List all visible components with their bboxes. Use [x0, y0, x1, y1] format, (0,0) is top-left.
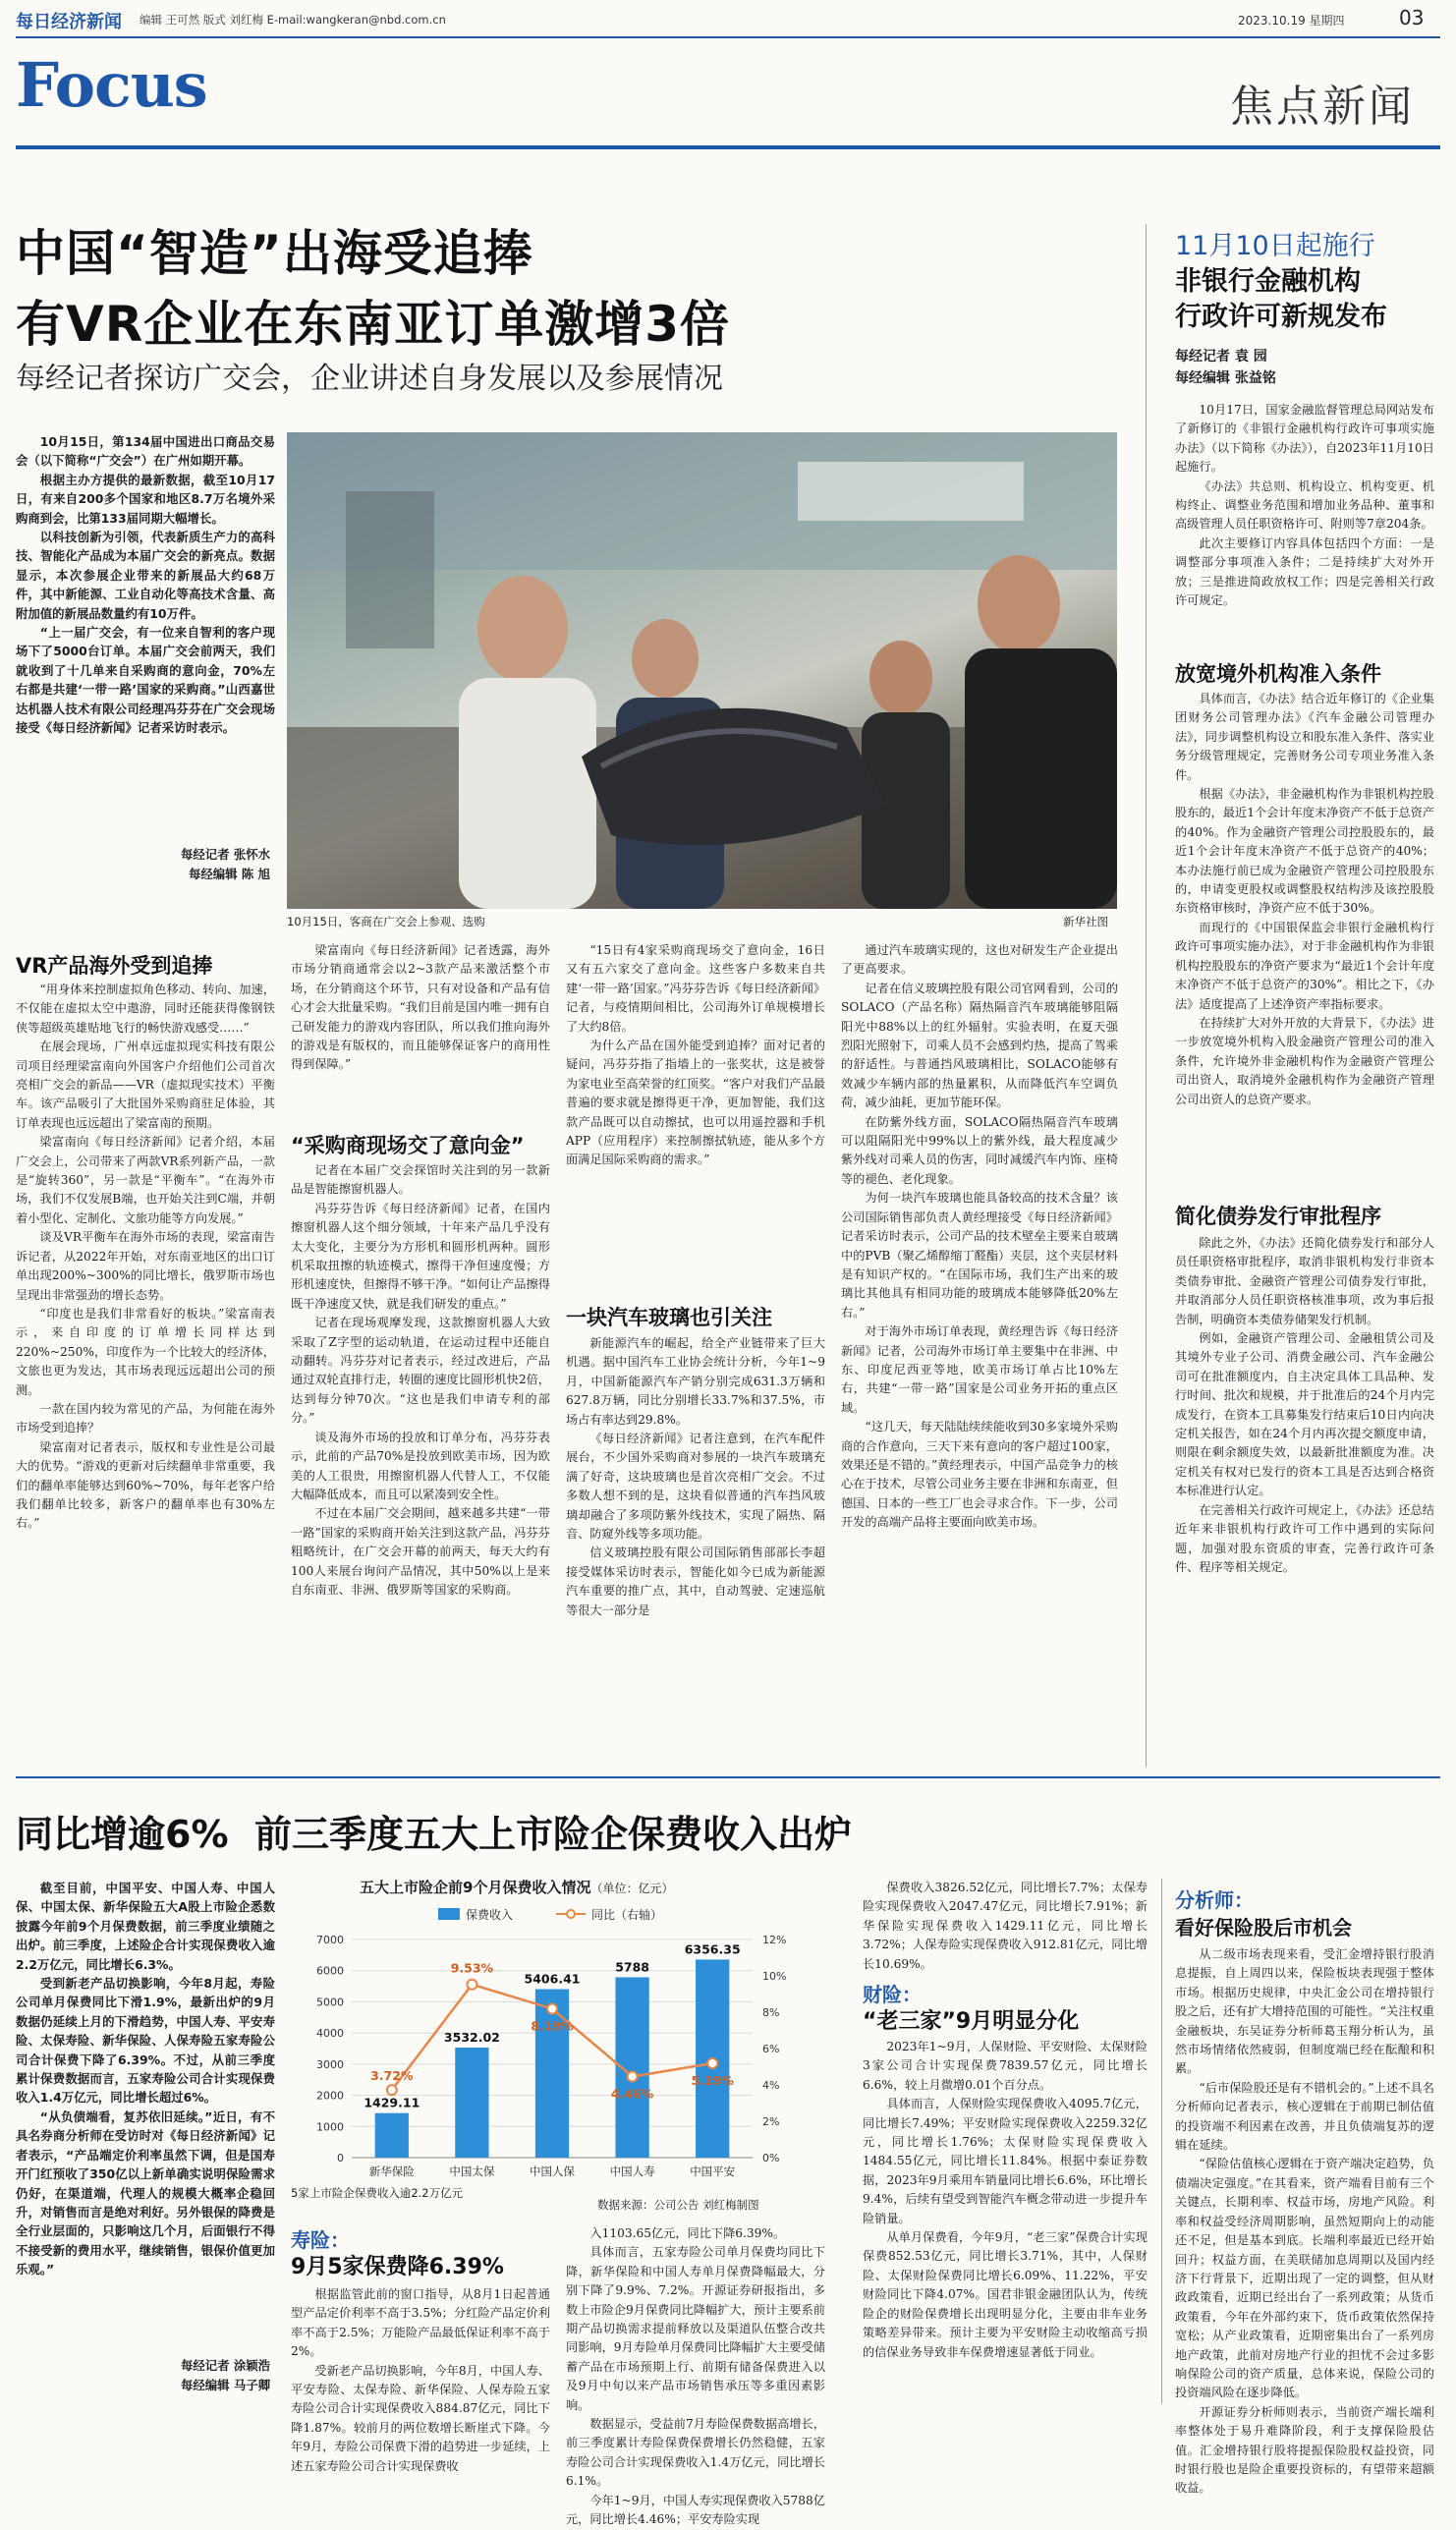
- paragraph: 不过在本届广交会期间，越来越多共建“一带一路”国家的采购商开始关注到这款产品，冯芬芬粗略统计，在广交会开幕的前两天，每天大约有100人来展台询问产品情况，其中50%以上是来自东南亚、非洲、俄罗斯等国家的采购商。: [291, 1506, 550, 1597]
- y-tick-label: 0: [337, 2152, 344, 2165]
- paragraph: 而现行的《中国银保监会非银行金融机构行政许可事项实施办法》，对于非金融机构作为非银机构控股股东的净资产要求为“最近1个会计年度末净资产不低于总资产的30%”。相比之下，《办法》适度提高了上述净资产率指标要求。: [1175, 920, 1434, 1011]
- headline-line-1: 中国“智造”出海受追捧: [16, 225, 533, 282]
- story2-byline: [118, 2356, 270, 2395]
- sidebar-col-3: [1175, 1234, 1434, 1763]
- sidebar-title-1: 11月10日起施行: [1175, 231, 1375, 261]
- story2-col-3b: [863, 2038, 1148, 2403]
- subheading-deposit: “采购商现场交了意向金”: [291, 1134, 525, 1157]
- x-tick-label: 新华保险: [368, 2165, 415, 2178]
- chart-unit: （单位：亿元）: [590, 1882, 674, 1895]
- story2-col-1: [291, 2285, 550, 2473]
- photo-illustration: [287, 432, 1117, 909]
- y-tick-label: 1000: [316, 2120, 344, 2134]
- sidebar-col-1: [1175, 401, 1434, 652]
- x-tick-label: 中国人寿: [609, 2165, 655, 2178]
- growth-point: [547, 2003, 557, 2013]
- paragraph: 根据《办法》，非金融机构作为非银机构控股股东的，最近1个会计年度末净资产不低于总资产的40%。作为金融资产管理公司控股股东的，最近1个会计年度末净资产不低于总资产的40%；本办法施行前已成为金融资产管理公司控股股东的，申请变更股权或调整股权结构涉及该控股股东资格审核时，净资产应不低于30%。: [1175, 787, 1434, 916]
- y2-tick-label: 8%: [762, 2006, 780, 2019]
- sidebar-divider: [1146, 224, 1147, 1767]
- chart-note: 5家上市险企保费收入逾2.2万亿元: [291, 2186, 464, 2200]
- y2-tick-label: 12%: [762, 1934, 787, 1946]
- story1-lead: [16, 432, 275, 835]
- paragraph: 根据监管此前的窗口指导，从8月1日起普通型产品定价利率不高于3.5%；分红险产品定价利率不高于2.5%；万能险产品最低保证利率不高于2%。: [291, 2287, 550, 2359]
- premium-chart: [291, 1875, 841, 2212]
- y-tick-label: 4000: [316, 2027, 344, 2041]
- legend-bar-swatch: [438, 1908, 460, 1920]
- paragraph: “用身体来控制虚拟角色移动、转向、加速，不仅能在虚拟太空中遨游，同时还能获得像钢铁侠等超级英雄贴地飞行的畅快游戏感受……”: [16, 983, 275, 1035]
- analyst-col: [1175, 1945, 1434, 2496]
- y2-tick-label: 0%: [762, 2152, 780, 2165]
- paragraph: 《每日经济新闻》记者注意到，在汽车配件展台，不少国外采购商对参展的一块汽车玻璃充满了好奇，这块玻璃也是首次亮相广交会。不过多数人想不到的是，这块看似普通的汽车挡风玻璃却融合了多项防紫外线技术，实现了隔热、隔音、防窥外线等多项功能。: [566, 1432, 825, 1542]
- paragraph: 受新老产品切换影响，今年8月，中国人寿、平安寿险、太保寿险、新华保险、人保寿险五家寿险公司合计实现保费收入884.87亿元，同比下降1.87%。较前月的两位数增长断崖式下降。今年9月，寿险公司保费下滑的趋势进一步延续，上述五家寿险公司合计实现保费收: [291, 2363, 550, 2473]
- paragraph: 为什么产品在国外能受到追捧？面对记者的疑问，冯芬芬指了指墙上的一张奖状，这是被誉为家电业至高荣誉的红顶奖。“客户对我们产品最普遍的要求就是擦得更干净，更加智能，我们这款产品既可以自动擦拭，也可以用遥控器和手机APP（应用程序）来控制擦拭轨迹，能从多个方面满足国际采购商的需求。”: [566, 1039, 825, 1167]
- sidebar-col-2: [1175, 690, 1434, 1181]
- story2-top-rule: [16, 1776, 1440, 1778]
- story1-col-3a: [566, 941, 825, 1285]
- growth-label: 3.72%: [370, 2068, 414, 2084]
- chart-title-text: 五大上市险企前9个月保费收入情况: [360, 1879, 591, 1896]
- paragraph: 记者在本届广交会探馆时关注到的另一款新品是智能擦窗机器人。: [291, 1163, 550, 1197]
- lead-paragraph: 以科技创新为引领，代表新质生产力的高科技、智能化产品成为本届广交会的新亮点。数据显示，本次参展企业带来的新展品大约68万件，其中新能源、工业自动化等高技术含量、高附加值的新展品数量约有10万件。: [16, 530, 275, 621]
- paragraph: 入1103.65亿元，同比下降6.39%。: [589, 2226, 786, 2240]
- story2-lead: [16, 1879, 275, 2344]
- paragraph: 记者在信义玻璃控股有限公司官网看到，公司的SOLACO（产品名称）隔热隔音汽车玻璃能够阻隔阳光中88%以上的红外辐射。实验表明，在夏天强烈阳光照射下，司乘人员不会感到灼热，提高了驾乘的舒适性。与普通挡风玻璃相比，SOLACO能够有效减少车辆内部的热量累积，从而降低汽车空调负荷，减少油耗，更加节能环保。: [841, 981, 1118, 1110]
- story1-col-3b: [566, 1334, 825, 1763]
- paragraph: 具体而言，五家寿险公司单月保费均同比下降，新华保险和中国人寿单月保费降幅最大，分别下降了9.9%、7.2%。开源证券研报指出，多数上市险企9月保费同比降幅扩大，预计主要系前期产品切换需求提前释放以及渠道队伍整合改共同影响，9月寿险单月保费同比降幅扩大主要受储蓄产品在市场预期上行、前期有储备保费进入以及9月中旬以来产品市场销售承压等多重因素影响。: [566, 2245, 825, 2412]
- paragraph: 记者在现场观摩发现，这款擦窗机器人大致采取了Z字型的运动轨道，在运动过程中还能自动翻转。冯芬芬对记者表示，经过改进后，产品通过双轮直排行走，转圈的速度比圆形机快2倍，达到每分钟70次。“这也是我们申请专利的部分。”: [291, 1316, 550, 1426]
- sidebar-byline: [1175, 346, 1276, 389]
- chart-source: 数据来源：公司公告 刘红梅制图: [597, 2198, 759, 2212]
- subheading-access: 放宽境外机构准入条件: [1175, 662, 1381, 686]
- sidebar-title-3: 行政许可新规发布: [1175, 302, 1387, 332]
- bar-value-label: 5788: [615, 1959, 649, 1975]
- bar-value-label: 1429.11: [364, 2095, 420, 2110]
- story2-headline: 同比增逾6% 前三季度五大上市险企保费收入出炉: [16, 1813, 852, 1856]
- headline-line-2: 有VR企业在东南亚订单激增3倍: [16, 296, 730, 353]
- brand-logo: 每日经济新闻: [16, 12, 122, 32]
- story1-col-4: [841, 941, 1118, 1763]
- paragraph: 冯芬芬告诉《每日经济新闻》记者，在国内擦窗机器人这个细分领域，十年来产品几乎没有太大变化，主要分为方形机和圆形机两种。圆形机采取扭擦的轨迹模式，擦得干净但速度慢；方形机速度快，但擦得不够干净。“如何让产品擦得既干净速度又快，就是我们研发的重点。”: [291, 1201, 550, 1311]
- paragraph: 数据显示，受益前7月寿险保费数据高增长，前三季度累计寿险保费保费增长仍然稳健，五家寿险公司合计实现保费收入1.4万亿元，同比增长6.1%。: [566, 2417, 825, 2489]
- paragraph: 对于海外市场订单表现，黄经理告诉《每日经济新闻》记者，公司海外市场订单主要集中在非洲、中东、印度尼西亚等地，欧美市场订单占比10%左右，共建“一带一路”国家是公司业务开拓的重点区域。: [841, 1324, 1118, 1415]
- growth-label: 8.19%: [531, 2018, 574, 2034]
- subheading-vr: VR产品海外受到追捧: [16, 954, 213, 978]
- expo-photo: [287, 432, 1117, 909]
- growth-label: 9.53%: [450, 1960, 494, 1976]
- paragraph: 开源证券分析师则表示，当前资产端长端利率整体处于易升难降阶段，利于支撑保险股估值。汇金增持银行股将提振保险股权益投资，同时银行股也是险企重要投资标的，有望带来超额收益。: [1175, 2404, 1434, 2496]
- paragraph: 在展会现场，广州卓远虚拟现实科技有限公司项目经理梁富南向外国客户介绍他们公司首次亮相广交会的新品——VR（虚拟现实技术）平衡车。该产品吸引了大批国外采购商驻足体验，其订单表现也远远超出了梁富南的预期。: [16, 1040, 275, 1130]
- reporter-name: 每经记者 张怀水: [180, 847, 270, 862]
- chart-title: [360, 1877, 673, 1897]
- sidebar-title-2: 非银行金融机构: [1175, 266, 1361, 297]
- story1-col-2b: [291, 1161, 550, 1763]
- story1-byline: [118, 845, 270, 884]
- y-tick-label: 5000: [316, 1996, 344, 2009]
- analyst-tag: 分析师：: [1175, 1888, 1254, 1912]
- bar-value-label: 5406.41: [524, 1971, 581, 1987]
- paragraph: 具体而言，《办法》结合近年修订的《企业集团财务公司管理办法》《汽车金融公司管理办法》，同步调整机构设立和股东准入条件、落实业务分级管理规定，完善财务公司专项业务准入条件。: [1175, 692, 1434, 782]
- x-tick-label: 中国人保: [530, 2165, 575, 2178]
- analyst-divider: [1161, 1879, 1162, 2403]
- section-title-cn: 焦点新闻: [1230, 82, 1415, 132]
- paragraph: 除此之外，《办法》还简化债券发行和部分人员任职资格审批程序，取消非银机构发行非资本类债券审批、金融资产管理公司债券发行审批，并取消部分人员任职资格核准事项，改为事后报告制，明确资本类债券储架发行机制。: [1175, 1236, 1434, 1326]
- editor-name: 每经编辑 马子卿: [180, 2378, 270, 2392]
- paragraph: 梁富南向《每日经济新闻》记者透露，海外市场分销商通常会以2~3款产品来激活整个市场，在分销商这个环节，只有对设备和产品有信心才会大批量采购。“我们目前是国内唯一拥有自己研发能力的游戏内容团队，所以我们推向海外的游戏是有版权的，而且能够保证客户的商用性得到保障。”: [291, 943, 550, 1072]
- subheading-bond: 简化债券发行审批程序: [1175, 1205, 1381, 1228]
- story2-col-3a: [863, 1879, 1148, 1973]
- chart-svg: [291, 1900, 841, 2195]
- subheading-life: 9月5家保费降6.39%: [291, 2255, 504, 2279]
- y2-tick-label: 2%: [762, 2115, 780, 2128]
- section-title-en: Focus: [16, 49, 207, 121]
- lead-paragraph: 10月15日，第134届中国进出口商品交易会（以下简称“广交会”）在广州如期开幕。: [16, 434, 275, 469]
- paragraph: 具体而言，人保财险实现保费收入4095.7亿元，同比增长7.49%；平安财险实现保费收入2259.32亿元，同比增长1.76%；太保财险实现保费收入1484.55亿元，同比增长11.84%。根据中泰证券数据，2023年9月乘用车销量同比增长6.6%，环比增长9.4%，后续有望受到智能汽车概念带动进一步提升车险销量。: [863, 2097, 1148, 2225]
- story2-col-2: [566, 2224, 825, 2527]
- lead-paragraph: 根据主办方提供的最新数据，截至10月17日，有来自200多个国家和地区8.7万名境外采购商到会，比第133届同期大幅增长。: [16, 472, 275, 526]
- paragraph: 在防紫外线方面，SOLACO隔热隔音汽车玻璃可以阻隔阳光中99%以上的紫外线，最大程度减少紫外线对司乘人员的伤害，同时减缓汽车内饰、座椅等的褪色、老化现象。: [841, 1114, 1118, 1186]
- paragraph: 一款在国内较为常见的产品，为何能在海外市场受到追捧？: [16, 1401, 275, 1435]
- page-number: 03: [1399, 6, 1425, 29]
- bar: [455, 2048, 488, 2158]
- subheading-property: “老三家”9月明显分化: [863, 2009, 1080, 2034]
- paragraph: 今年1~9月，中国人寿实现保费收入5788亿元，同比增长4.46%；平安寿险实现: [566, 2493, 825, 2527]
- editor-name: 每经编辑 陈 旭: [189, 867, 270, 881]
- paragraph: 信义玻璃控股有限公司国际销售部部长李超接受媒体采访时表示，智能化如今已成为新能源汽车重要的推广点，其中，自动驾驶、定速巡航等很大一部分是: [566, 1546, 825, 1617]
- paragraph: 为何一块汽车玻璃也能具备较高的技术含量？该公司国际销售部负责人黄经理接受《每日经济新闻》记者采访时表示，公司产品的技术壁垒主要来自玻璃中的PVB（聚乙烯醇缩丁醛酯）夹层，这个夹层材料是有知识产权的。“在国际市场，我们生产出来的玻璃比其他具有相同功能的玻璃成本能够降低20%左右。”: [841, 1191, 1118, 1320]
- y2-tick-label: 10%: [762, 1970, 787, 1983]
- paragraph: 在持续扩大对外开放的大背景下，《办法》进一步放宽境外机构入股金融资产管理公司的准入条件，允许境外非金融机构作为金融资产管理公司出资人，取消境外金融机构作为金融资产管理公司出资人的总资产要求。: [1175, 1015, 1434, 1106]
- lead-paragraph: 受到新老产品切换影响，今年8月起，寿险公司单月保费同比下滑1.9%，最新出炉的9月数据仍延续上月的下滑趋势，中国人寿、平安寿险、太保寿险、新华保险、人保寿险五家寿险公司合计保费下降了6.39%。不过，从前三季度累计保费数据而言，五家寿险公司合计实现保费收入1.4万亿元，同比增长超过6%。: [16, 1976, 275, 2106]
- growth-point: [628, 2071, 638, 2081]
- paragraph: 梁富南向《每日经济新闻》记者介绍，本届广交会上，公司带来了两款VR系列新产品，一款是“旋转360”，另一款是“平衡车”。“在海外市场，我们不仅发展B端，也开始关注到C端，并朝着小型化、定制化、文旅功能等方向发展。”: [16, 1135, 275, 1225]
- paragraph: “后市保险股还是有不错机会的。”上述不具名分析师向记者表示，核心逻辑在于前期已制估值的投资端不利因素在改善，并且负债端复苏的逻辑在延续。: [1175, 2080, 1434, 2153]
- subheading-glass: 一块汽车玻璃也引关注: [566, 1306, 772, 1329]
- analyst-heading: 看好保险股后市机会: [1175, 1916, 1352, 1940]
- x-tick-label: 中国太保: [449, 2165, 495, 2178]
- lead-paragraph: “上一届广交会，有一位来自智利的客户现场下了5000台订单。本届广交会前两天，我们就收到了十几单来自采购商的意向金，70%左右都是共建‘一带一路’国家的采购商。”山西嘉世达机器人技术有限公司经理冯芬芬在广交会现场接受《每日经济新闻》记者采访时表示。: [16, 625, 275, 736]
- paragraph: 在完善相关行政许可规定上，《办法》还总结近年来非银机构行政许可工作中遇到的实际问题，加强对股东资质的审查，完善行政许可条件、程序等相关规定。: [1175, 1502, 1434, 1574]
- paragraph: 例如，金融资产管理公司、金融租赁公司及其境外专业子公司、消费金融公司、汽车金融公司可在批准额度内，自主决定具体工具品种、发行时间、批次和规模，并于批准后的24个月内完成发行，在资本工具募集发行结束后10日内向决定机关报告，如在24个月内再次提交额度申请，则限在剩余额度失效，以最新批准额度为准。决定机关有权对已发行的资本工具是否达到合格资本标准进行认定。: [1175, 1331, 1434, 1498]
- photo-caption: 10月15日，客商在广交会上参观、选购: [287, 915, 485, 928]
- paragraph: 从二级市场表现来看，受汇金增持银行股消息提振，自上周四以来，保险板块表现强于整体市场。根据历史规律，中央汇金公司在增持银行股之后，还有扩大增持范围的可能性。“关注权重金融板块，东吴证券分析师葛玉翔分析认为，虽然市场情绪依然疲弱，但制度端已经在酝酿和积累。: [1175, 1947, 1434, 2076]
- paragraph: 《办法》共总则、机构设立、机构变更、机构终止、调整业务范围和增加业务品种、董事和高级管理人员任职资格许可、附则等7章204条。: [1175, 478, 1434, 532]
- reporter-name: 每经记者 袁 园: [1175, 349, 1267, 365]
- paragraph: 通过汽车玻璃实现的，这也对研发生产企业提出了更高要求。: [841, 943, 1118, 977]
- growth-point: [387, 2085, 397, 2095]
- paragraph: 10月17日，国家金融监督管理总局网站发布了新修订的《非银行金融机构行政许可事项实施办法》（以下简称《办法》），自2023年11月10日起施行。: [1175, 403, 1434, 475]
- lead-paragraph: 截至目前，中国平安、中国人寿、中国人保、中国太保、新华保险五大A股上市险企悉数披露今年前9个月保费数据，前三季度业绩随之出炉。前三季度，上述险企合计实现保费收入逾2.2万亿元，同比增长6.3%。: [16, 1881, 275, 1972]
- y2-tick-label: 4%: [762, 2079, 780, 2092]
- growth-label: 4.46%: [610, 2086, 654, 2102]
- bar-value-label: 3532.02: [443, 2029, 500, 2045]
- story1-col-2a: [291, 941, 550, 1110]
- paragraph: 保费收入3826.52亿元，同比增长7.7%；太保寿险实现保费收入2047.47亿元，同比增长7.91%；新华保险实现保费收入1429.11亿元，同比增长3.72%；人保寿险实现保费收入912.81亿元，同比增长10.69%。: [863, 1881, 1148, 1971]
- section-rule: [16, 145, 1440, 149]
- paragraph: 从单月保费看，今年9月，“老三家”保费合计实现保费852.53亿元，同比增长3.71%，其中，人保财险、太保财险保费同比增长6.09%、11.22%，平安财险同比下降4.07%。国君非银金融团队认为，传统险企的财险保费增长出现明显分化，主要由非车业务策略差异带来。预计主要为平安财险主动收缩高亏损的信保业务导致非车保费增速显著低于同业。: [863, 2230, 1148, 2359]
- story1-col-1: [16, 981, 275, 1763]
- paragraph: 2023年1~9月，人保财险、平安财险、太保财险3家公司合计实现保费7839.57亿元，同比增长6.6%，较上月微增0.01个百分点。: [863, 2040, 1148, 2092]
- y-tick-label: 6000: [316, 1964, 344, 1978]
- issue-date: 2023.10.19 星期四: [1238, 14, 1345, 28]
- legend-line-marker: [567, 1910, 575, 1918]
- paragraph: “这几天，每天陆陆续续能收到30多家境外采购商的合作意向，三天下来有意向的客户超过100家，效果还是不错的。”黄经理表示，中国产品竞争力的核心在于技术，尽管公司业务主要在非洲和东南亚，但德国、日本的一些工厂也会寻求合作。下一步，公司开发的高端产品将主要面向欧美市场。: [841, 1420, 1118, 1530]
- growth-point: [707, 2058, 717, 2068]
- paragraph: 新能源汽车的崛起，给全产业链带来了巨大机遇。据中国汽车工业协会统计分析，今年1~9月，中国新能源汽车产销分别完成631.3万辆和627.8万辆，同比分别增长33.7%和37.5%，市场占有率达到29.8%。: [566, 1336, 825, 1427]
- legend-bar-label: 保费收入: [466, 1908, 514, 1922]
- y2-tick-label: 6%: [762, 2043, 780, 2055]
- growth-point: [467, 1980, 476, 1990]
- paragraph: 此次主要修订内容具体包括四个方面：一是调整部分事项准入条件；二是持续扩大对外开放；三是推进简政放权工作；四是完善相关行政许可规定。: [1175, 535, 1434, 608]
- legend-line-label: 同比（右轴）: [591, 1908, 663, 1922]
- header-rule: [16, 36, 1440, 38]
- paragraph: “印度也是我们非常看好的板块。”梁富南表示，来自印度的订单增长同样达到220%~250%，印度作为一个比较大的经济体，文旅也更为发达，其市场表现远远超出公司的预测。: [16, 1306, 275, 1397]
- editor-name: 每经编辑 张益铭: [1175, 370, 1276, 386]
- bar: [375, 2113, 409, 2158]
- reporter-name: 每经记者 涂颖浩: [180, 2358, 270, 2373]
- bar-value-label: 6356.35: [684, 1941, 741, 1957]
- staff-line: 编辑 王可然 版式 刘红梅 E-mail:wangkeran@nbd.com.cn: [140, 13, 446, 27]
- x-tick-label: 中国平安: [690, 2165, 736, 2178]
- paragraph: 梁富南对记者表示，版权和专业性是公司最大的优势。“游戏的更新对后续翻单非常重要，我们的翻单率能够达到60%~70%，每年老客户给我们翻单比较多，新客户的翻单率也有30%左右。”: [16, 1439, 275, 1531]
- growth-label: 5.19%: [691, 2072, 734, 2088]
- subheading-life-tag: 寿险：: [291, 2228, 350, 2252]
- y-tick-label: 7000: [316, 1934, 344, 1946]
- paragraph: “15日有4家采购商现场交了意向金，16日又有五六家交了意向金。这些客户多数来自共建‘一带一路’国家。”冯芬芬告诉《每日经济新闻》记者，与疫情期间相比，公司海外订单规模增长了大约8倍。: [566, 943, 825, 1034]
- subheading-property-tag: 财险：: [863, 1983, 922, 2006]
- y-tick-label: 2000: [316, 2089, 344, 2103]
- paragraph: “保险估值核心逻辑在于资产端决定趋势，负债端决定强度。”在其看来，资产端看目前有三个关键点，长期利率、权益市场，房地产风险。利率和权益受经济周期影响，虽然短期向上的动能还不足，但是基本到底。长端利率最近已经开始回升；权益方面，在美联储加息周期以及国内经济下行背景下，近期出现了一定的调整，但从财政政策看，近期已经出台了一系列政策；从货币政策看，今年在外部约束下，货币政策依然保持宽松；从产业政策看，近期密集出台了一系列房地产政策，此前对房地产行业的担忧不会过多影响保险公司的资产质量，总体来说，保险公司的投资端风险在逐步降低。: [1175, 2157, 1434, 2400]
- paragraph: 谈及VR平衡车在海外市场的表现，梁富南告诉记者，从2022年开始，对东南亚地区的出口订单出现200%~300%的同比增长，俄罗斯市场也呈现出非常强劲的增长态势。: [16, 1230, 275, 1302]
- photo-credit: 新华社图: [1063, 915, 1108, 928]
- headline-deck: 每经记者探访广交会，企业讲述自身发展以及参展情况: [16, 362, 723, 396]
- lead-paragraph: “从负债端看，复苏依旧延续。”近日，有不具名券商分析师在受访时对《每日经济新闻》记者表示，“产品端定价利率虽然下调，但是国寿开门红预收了350亿以上新单确实说明保险需求仍好，在渠道端，代理人的规模大概率企稳回升，对销售而言是绝对利好。另外银保的降费是全行业层面的，只影响这几个月，后面银行不得不接受新的费用水平，继续销售，银保价值更加乐观。”: [16, 2108, 275, 2277]
- y-tick-label: 3000: [316, 2057, 344, 2071]
- paragraph: 谈及海外市场的投放和订单分布，冯芬芬表示，此前的产品70%是投放到欧美市场，因为欧美的人工很贵，用擦窗机器人代替人工，不仅能大幅降低成本，而且可以紧凑到安全性。: [291, 1430, 550, 1501]
